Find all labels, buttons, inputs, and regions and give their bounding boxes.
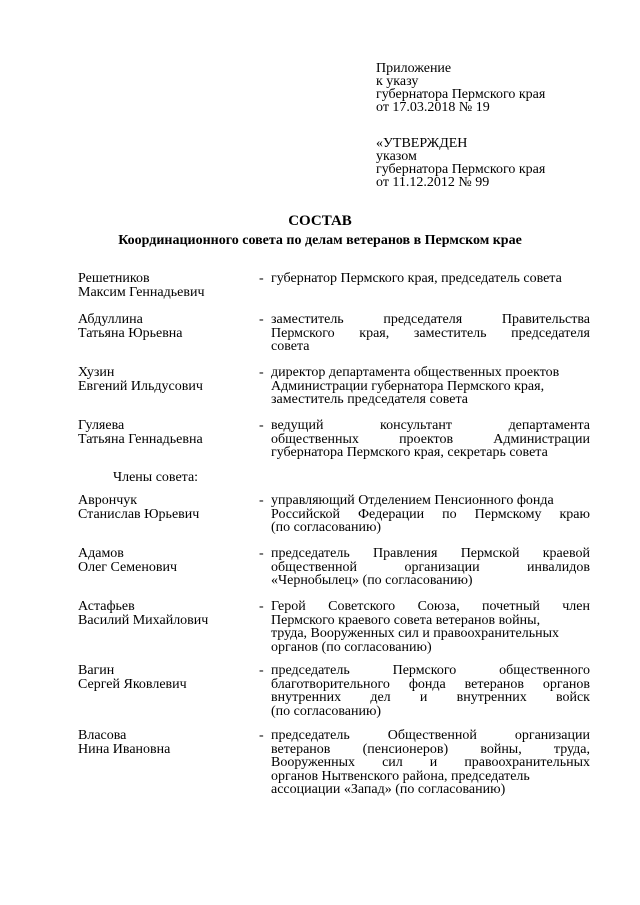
description-word: фонда — [408, 676, 446, 692]
description-line — [271, 547, 590, 561]
description-word: Пермского — [271, 325, 335, 341]
person-name — [78, 272, 253, 299]
description-word: Пермскому — [474, 506, 542, 522]
appendix-block — [376, 62, 545, 114]
given-names: Татьяна Юрьевна — [78, 325, 183, 341]
dash-separator: - — [259, 599, 264, 614]
position-description — [271, 419, 590, 460]
description-line — [271, 313, 590, 327]
person-name — [78, 419, 253, 446]
description-word: губернатора Пермского края, секретарь совета — [271, 445, 548, 460]
description-word: и — [429, 755, 438, 770]
person-name — [78, 664, 253, 691]
description-line — [271, 691, 590, 705]
surname: Гуляева — [78, 418, 125, 433]
description-word: Администрации — [493, 431, 590, 447]
document-title: СОСТАВ — [288, 213, 352, 229]
surname: Решетников — [78, 271, 150, 286]
position-description — [271, 313, 590, 354]
description-line — [271, 614, 590, 628]
description-word: совета — [271, 339, 310, 354]
surname: Астафьев — [78, 599, 135, 614]
surname: Власова — [78, 728, 127, 743]
approval-line: губернатора Пермского края — [376, 162, 546, 177]
description-word: Правления — [373, 546, 438, 561]
description-word: труда, — [553, 741, 590, 757]
dash-separator: - — [259, 546, 264, 561]
description-word: Российской — [271, 506, 340, 522]
position-description — [271, 366, 590, 407]
given-names: Максим Геннадьевич — [78, 284, 205, 300]
description-word: ведущий — [271, 418, 324, 433]
person-name — [78, 729, 253, 756]
description-word: организации — [404, 559, 480, 575]
approval-block — [376, 137, 545, 189]
description-line — [271, 561, 590, 575]
person-name — [78, 366, 253, 393]
description-word: консультант — [380, 418, 452, 433]
surname: Хузин — [78, 365, 115, 380]
description-line — [271, 340, 590, 354]
dash-separator: - — [259, 271, 264, 286]
approval-line: «УТВЕРЖДЕН — [376, 136, 468, 151]
description-word: Пермского — [392, 663, 457, 678]
description-word: член — [562, 599, 590, 614]
description-line — [271, 664, 590, 678]
members-label: Члены совета: — [113, 470, 199, 485]
description-line — [271, 743, 590, 757]
description-word: заместитель — [271, 312, 344, 327]
description-word: директор департамента общественных проектов — [271, 365, 560, 380]
description-word: Герой — [271, 599, 306, 614]
description-word: Пермской — [460, 546, 520, 561]
description-word: органов (по согласованию) — [271, 639, 432, 655]
description-word: благотворительного — [271, 676, 390, 692]
document-subtitle: Координационного совета по делам ветеранов в Пермском крае — [118, 233, 522, 248]
description-word: Общественной — [387, 728, 477, 743]
description-word: заместитель — [413, 325, 487, 341]
appendix-line: от 17.03.2018 № 19 — [376, 100, 490, 115]
description-word: Федерации — [358, 506, 425, 522]
description-word: председатель — [271, 546, 350, 561]
description-word: «Чернобылец» (по согласованию) — [271, 573, 473, 588]
appendix-line: Приложение — [376, 61, 452, 76]
given-names: Сергей Яковлевич — [78, 676, 187, 692]
position-description — [271, 272, 590, 286]
description-word: и — [419, 690, 428, 705]
appendix-line: губернатора Пермского края — [376, 87, 546, 102]
description-word: председателя — [511, 325, 590, 341]
description-line — [271, 446, 590, 460]
description-word: труда, Вооруженных сил и правоохранительных — [271, 626, 559, 641]
description-word: ветеранов — [464, 676, 525, 692]
description-line — [271, 600, 590, 614]
description-line — [271, 393, 590, 407]
dash-separator: - — [259, 312, 264, 327]
description-word: инвалидов — [527, 559, 590, 575]
description-word: правоохранительных — [464, 755, 590, 770]
surname: Абдуллина — [78, 312, 143, 327]
given-names: Евгений Ильдусович — [78, 378, 203, 394]
description-word: общественных — [271, 431, 359, 447]
description-line — [271, 433, 590, 447]
description-line — [271, 627, 590, 641]
description-word: дел — [370, 690, 391, 705]
approval-line: от 11.12.2012 № 99 — [376, 175, 490, 190]
description-word: (по согласованию) — [271, 520, 382, 535]
description-word: войск — [555, 690, 590, 705]
description-word: краевой — [542, 546, 590, 561]
description-line — [271, 508, 590, 522]
description-line — [271, 641, 590, 655]
description-line — [271, 783, 590, 797]
description-word: проектов — [399, 431, 454, 447]
surname: Вагин — [78, 663, 115, 678]
dash-separator: - — [259, 493, 264, 508]
description-line — [271, 729, 590, 743]
description-word: общественного — [499, 663, 590, 678]
description-word: общественной — [271, 559, 358, 575]
description-word: Союза, — [417, 599, 460, 614]
description-word: департамента — [508, 418, 590, 433]
description-line — [271, 705, 590, 719]
dash-separator: - — [259, 365, 264, 380]
dash-separator: - — [259, 728, 264, 743]
description-word: органов Нытвенского района, председатель — [271, 768, 530, 784]
description-word: краю — [559, 506, 590, 522]
description-word: почетный — [481, 599, 540, 614]
dash-separator: - — [259, 418, 264, 433]
description-word: председатель — [271, 728, 350, 743]
description-word: органов — [542, 676, 590, 692]
dash-separator: - — [259, 663, 264, 678]
description-word: войны, — [480, 741, 522, 757]
description-line — [271, 327, 590, 341]
description-word: края, — [359, 325, 390, 341]
description-word: (пенсионеров) — [362, 741, 449, 757]
description-word: ветеранов — [271, 741, 331, 757]
person-name — [78, 547, 253, 574]
description-line — [271, 770, 590, 784]
description-word: Правительства — [501, 312, 590, 327]
position-description — [271, 664, 590, 718]
description-word: внутренних — [456, 690, 527, 705]
description-word: управляющий Отделением Пенсионного фонда — [271, 493, 554, 508]
surname: Аврончук — [78, 493, 138, 508]
given-names: Татьяна Геннадьевна — [78, 431, 203, 447]
description-line — [271, 380, 590, 394]
given-names: Станислав Юрьевич — [78, 506, 200, 522]
appendix-line: к указу — [376, 74, 419, 89]
description-line — [271, 419, 590, 433]
description-word: (по согласованию) — [271, 703, 382, 719]
description-line — [271, 678, 590, 692]
position-description — [271, 600, 590, 654]
description-word: Администрации губернатора Пермского края, — [271, 378, 545, 394]
description-word: председателя — [383, 312, 463, 327]
position-description — [271, 729, 590, 797]
position-description — [271, 547, 590, 588]
description-word: ассоциации «Запад» (по согласованию) — [271, 782, 506, 797]
description-word: Советского — [328, 599, 396, 614]
person-name — [78, 313, 253, 340]
description-word: внутренних — [271, 690, 342, 705]
description-line — [271, 272, 590, 286]
description-word: организации — [514, 728, 590, 743]
description-line — [271, 521, 590, 535]
description-word: заместитель председателя совета — [271, 392, 468, 407]
description-word: Вооруженных — [271, 755, 356, 770]
description-line — [271, 366, 590, 380]
person-name — [78, 494, 253, 521]
description-word: председатель — [271, 663, 350, 678]
description-word: по — [442, 506, 457, 522]
person-name — [78, 600, 253, 627]
description-word: сил — [382, 755, 403, 770]
description-word: губернатор Пермского края, председатель совета — [271, 271, 562, 286]
description-word: Пермского краевого совета ветеранов войны, — [271, 612, 541, 628]
position-description — [271, 494, 590, 535]
description-line — [271, 756, 590, 770]
description-line — [271, 574, 590, 588]
approval-line: указом — [376, 149, 417, 164]
surname: Адамов — [78, 546, 124, 561]
given-names: Нина Ивановна — [78, 741, 171, 757]
given-names: Василий Михайлович — [78, 612, 209, 628]
given-names: Олег Семенович — [78, 559, 177, 575]
description-line — [271, 494, 590, 508]
